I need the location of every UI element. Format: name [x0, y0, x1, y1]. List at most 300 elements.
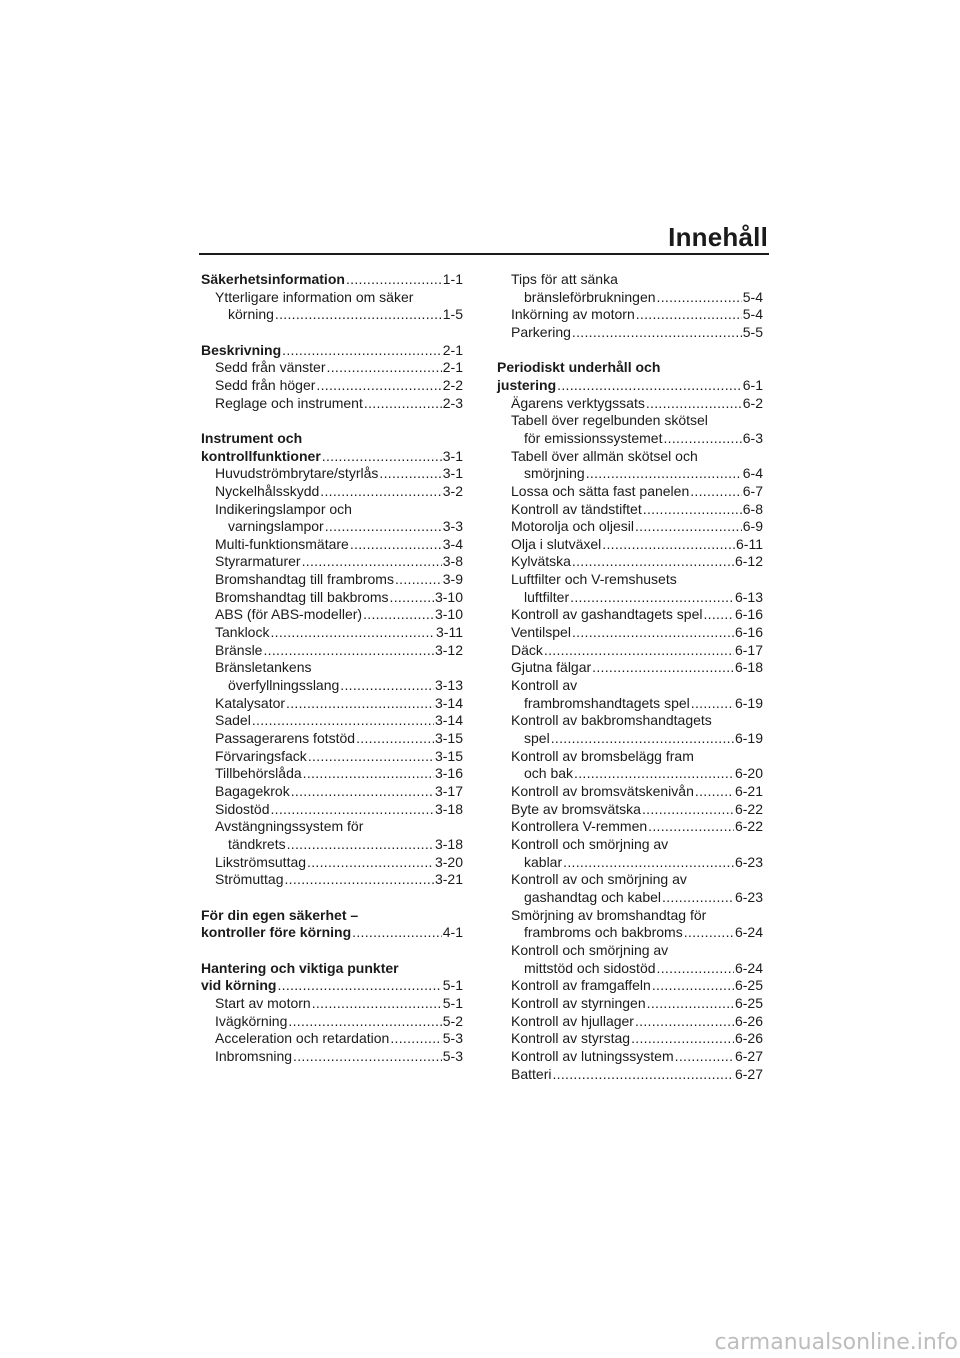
toc-dot-leader — [350, 536, 442, 554]
toc-entry[interactable] — [201, 924, 463, 942]
toc-entry-title: Olja i slutväxel — [511, 535, 602, 552]
toc-page-number: 6-2 — [742, 394, 763, 411]
toc-page-number: 6-21 — [734, 783, 763, 800]
toc-entry[interactable] — [497, 536, 763, 554]
toc-dot-leader — [657, 289, 742, 307]
toc-page-number: 3-14 — [434, 694, 463, 711]
toc-page-number: 6-18 — [734, 659, 763, 676]
toc-entry-title: för emissionssystemet — [524, 429, 663, 446]
toc-right-column — [497, 271, 763, 1083]
toc-entry[interactable] — [201, 977, 463, 995]
toc-dot-leader — [570, 589, 734, 607]
toc-entry-title: bränsleförbrukningen — [524, 288, 656, 305]
toc-entry[interactable] — [201, 1048, 463, 1066]
toc-entry-line — [201, 289, 463, 307]
toc-entry[interactable] — [201, 783, 463, 801]
toc-entry-line — [497, 571, 763, 589]
toc-entry-title: kontroller före körning — [201, 924, 352, 941]
toc-dot-leader — [552, 1066, 734, 1084]
toc-entry[interactable] — [201, 377, 463, 395]
toc-dot-leader — [308, 748, 434, 766]
toc-dot-leader — [586, 465, 742, 483]
toc-entry-title: Säkerhetsinformation — [201, 271, 345, 287]
toc-entry[interactable] — [201, 1013, 463, 1031]
toc-entry[interactable] — [497, 430, 763, 448]
toc-entry-title: Bränsletankens — [215, 659, 312, 676]
toc-entry[interactable] — [497, 765, 763, 783]
toc-entry-title: Huvudströmbrytare/styrlås — [215, 465, 379, 482]
toc-dot-leader — [690, 483, 742, 501]
toc-page-number: 6-3 — [742, 429, 763, 446]
toc-entry-title: Ägarens verktygssats — [511, 394, 645, 411]
toc-entry-title: gashandtag och kabel — [524, 888, 661, 905]
toc-dot-leader — [544, 642, 734, 660]
toc-entry-title: Ventilspel — [511, 624, 571, 641]
toc-entry-title: Kontroll och smörjning av — [511, 835, 669, 852]
toc-entry[interactable] — [497, 589, 763, 607]
toc-page-number: 3-15 — [434, 747, 463, 764]
toc-dot-leader — [684, 924, 734, 942]
toc-entry-title: Kontroll av bromsbelägg fram — [511, 747, 694, 764]
toc-dot-leader — [390, 589, 434, 607]
toc-dot-leader — [551, 730, 734, 748]
toc-page-number: 6-16 — [734, 606, 763, 623]
toc-entry-title: För din egen säkerhet – — [201, 906, 359, 923]
toc-entry-title: Gjutna fälgar — [511, 659, 592, 676]
toc-entry-title: Styrarmaturer — [215, 553, 301, 570]
toc-entry-title: Beskrivning — [201, 341, 282, 358]
toc-entry-title: Byte av bromsvätska — [511, 800, 641, 817]
toc-entry-title: tändkrets — [228, 835, 286, 852]
toc-entry-title: Instrument och — [201, 429, 303, 446]
toc-entry-title: Sadel — [215, 712, 251, 729]
toc-dot-leader — [646, 395, 742, 413]
toc-entry-title: Inbromsning — [215, 1047, 293, 1064]
toc-entry-title: vid körning — [201, 977, 277, 994]
toc-page-number: 5-5 — [742, 323, 763, 340]
toc-entry-title: Kontroll av — [511, 677, 578, 694]
toc-dot-leader — [379, 465, 441, 483]
toc-entry-title: Däck — [511, 641, 543, 658]
toc-dot-leader — [663, 430, 741, 448]
toc-entry[interactable] — [201, 995, 463, 1013]
toc-entry-title: Förvaringsfack — [215, 747, 307, 764]
toc-entry-title: överfyllningsslang — [228, 677, 340, 694]
toc-entry-title: Katalysator — [215, 694, 286, 711]
toc-page-number: 3-10 — [434, 606, 463, 623]
toc-entry[interactable] — [497, 1066, 763, 1084]
toc-entry-title: frambroms och bakbroms — [524, 924, 683, 941]
toc-dot-leader — [695, 783, 734, 801]
toc-entry-line — [201, 501, 463, 519]
toc-dot-leader — [277, 977, 441, 995]
toc-entry-title: Luftfilter och V-remshusets — [511, 571, 677, 588]
toc-dot-leader — [363, 606, 434, 624]
toc-entry[interactable] — [201, 589, 463, 607]
toc-entry-title: Lossa och sätta fast panelen — [511, 482, 690, 499]
toc-entry-title: Sedd från vänster — [215, 359, 326, 376]
toc-entry[interactable] — [497, 695, 763, 713]
toc-entry[interactable] — [201, 342, 463, 360]
toc-dot-leader — [675, 1048, 734, 1066]
toc-page-number: 4-1 — [442, 924, 463, 941]
toc-entry-title: Kontroll av hjullager — [511, 1012, 634, 1029]
toc-dot-leader — [286, 695, 434, 713]
toc-page-number: 3-15 — [434, 730, 463, 747]
toc-entry-title: Sedd från höger — [215, 376, 316, 393]
toc-entry-title: kontrollfunktioner — [201, 447, 321, 464]
toc-dot-leader — [572, 324, 742, 342]
toc-entry[interactable] — [201, 483, 463, 501]
toc-dot-leader — [356, 730, 434, 748]
toc-dot-leader — [648, 818, 734, 836]
toc-entry-title: ABS (för ABS-modeller) — [215, 606, 363, 623]
toc-entry-line — [201, 907, 463, 925]
toc-entry[interactable] — [201, 748, 463, 766]
toc-page-number: 3-2 — [442, 482, 463, 499]
title-rule — [199, 253, 769, 255]
toc-spacer — [201, 412, 463, 430]
toc-page-number: 6-24 — [734, 924, 763, 941]
toc-entry-line — [497, 271, 763, 289]
toc-entry-title: Kontroll av lutningssystem — [511, 1047, 674, 1064]
toc-entry[interactable] — [497, 642, 763, 660]
toc-page-number: 2-3 — [442, 394, 463, 411]
toc-entry-title: spel — [524, 730, 550, 747]
toc-entry-line — [497, 836, 763, 854]
toc-entry-title: Kontroll av och smörjning av — [511, 871, 687, 888]
toc-dot-leader — [352, 924, 442, 942]
toc-entry[interactable] — [201, 765, 463, 783]
toc-entry-title: Kontroll och smörjning av — [511, 941, 669, 958]
toc-dot-leader — [631, 1030, 734, 1048]
toc-entry[interactable] — [201, 359, 463, 377]
toc-page-number: 5-4 — [742, 288, 763, 305]
toc-entry[interactable] — [497, 289, 763, 307]
toc-page-number: 2-1 — [442, 359, 463, 376]
toc-spacer — [201, 942, 463, 960]
toc-page-number: 6-4 — [742, 465, 763, 482]
toc-entry[interactable] — [497, 483, 763, 501]
toc-entry[interactable] — [201, 624, 463, 642]
toc-page-number: 3-9 — [442, 571, 463, 588]
toc-page-number: 6-22 — [734, 818, 763, 835]
toc-entry[interactable] — [497, 306, 763, 324]
toc-entry[interactable] — [201, 801, 463, 819]
toc-dot-leader — [662, 889, 734, 907]
toc-entry[interactable] — [497, 624, 763, 642]
toc-dot-leader — [327, 359, 442, 377]
toc-entry[interactable] — [201, 854, 463, 872]
toc-dot-leader — [647, 995, 734, 1013]
toc-dot-leader — [652, 977, 734, 995]
toc-entry-title: Motorolja och oljesil — [511, 518, 634, 535]
toc-dot-leader — [275, 306, 442, 324]
toc-page-number: 6-19 — [734, 730, 763, 747]
toc-dot-leader — [270, 801, 433, 819]
toc-entry-title: varningslampor — [228, 518, 324, 535]
toc-entry-title: Ytterligare information om säker — [215, 288, 414, 305]
toc-entry[interactable] — [497, 783, 763, 801]
toc-entry[interactable] — [201, 871, 463, 889]
toc-entry-title: Batteri — [511, 1065, 552, 1082]
toc-entry[interactable] — [497, 889, 763, 907]
toc-page-number: 3-11 — [436, 624, 463, 641]
toc-dot-leader — [287, 836, 434, 854]
toc-dot-leader — [291, 783, 434, 801]
toc-entry-title: Indikeringslampor och — [215, 500, 352, 517]
toc-entry[interactable] — [201, 695, 463, 713]
toc-entry-line — [497, 748, 763, 766]
toc-entry-title: mittstöd och sidostöd — [524, 959, 656, 976]
page-title: Innehåll — [668, 222, 768, 252]
toc-entry[interactable] — [497, 801, 763, 819]
toc-entry-title: Periodiskt underhåll och — [497, 359, 661, 376]
toc-page-number: 6-8 — [742, 500, 763, 517]
toc-entry-title: kablar — [524, 853, 563, 870]
toc-dot-leader — [325, 518, 442, 536]
toc-entry-title: Passagerarens fotstöd — [215, 730, 356, 747]
toc-dot-leader — [635, 518, 742, 536]
toc-entry[interactable] — [201, 395, 463, 413]
toc-dot-leader — [340, 677, 434, 695]
toc-entry[interactable] — [497, 818, 763, 836]
toc-page-number: 6-20 — [734, 765, 763, 782]
toc-dot-leader — [270, 624, 435, 642]
toc-entry-title: Kontroll av bromsvätskenivån — [511, 783, 694, 800]
toc-entry-title: Inkörning av motorn — [511, 306, 635, 323]
toc-entry[interactable] — [497, 659, 763, 677]
toc-page-number: 2-1 — [442, 341, 463, 358]
toc-entry-line — [201, 818, 463, 836]
toc-page-number: 6-16 — [734, 624, 763, 641]
toc-dot-leader — [602, 536, 735, 554]
toc-entry[interactable] — [201, 553, 463, 571]
toc-dot-leader — [312, 995, 442, 1013]
toc-entry-title: Ivägkörning — [215, 1012, 288, 1029]
toc-entry-title: Reglage och instrument — [215, 394, 363, 411]
toc-page-number: 3-8 — [442, 553, 463, 570]
toc-entry[interactable] — [201, 1030, 463, 1048]
toc-dot-leader — [293, 1048, 442, 1066]
toc-page-number: 6-25 — [734, 977, 763, 994]
toc-entry-title: Smörjning av bromshandtag för — [511, 906, 707, 923]
toc-entry[interactable] — [201, 712, 463, 730]
toc-page-number: 5-3 — [442, 1047, 463, 1064]
toc-entry-title: Avstängningssystem för — [215, 818, 364, 835]
toc-dot-leader — [284, 871, 433, 889]
toc-entry[interactable] — [497, 465, 763, 483]
toc-entry-title: och bak — [524, 765, 574, 782]
toc-dot-leader — [574, 765, 734, 783]
toc-entry[interactable] — [497, 854, 763, 872]
toc-entry-title: Hantering och viktiga punkter — [201, 959, 399, 976]
toc-entry-title: Kontroll av styrstag — [511, 1030, 631, 1047]
toc-spacer — [201, 324, 463, 342]
toc-page-number: 6-26 — [734, 1030, 763, 1047]
toc-entry-title: Nyckelhålsskydd — [215, 482, 320, 499]
toc-entry-title: Tips för att sänka — [511, 271, 618, 287]
toc-dot-leader — [691, 695, 734, 713]
toc-entry[interactable] — [201, 642, 463, 660]
toc-dot-leader — [282, 342, 442, 360]
toc-entry[interactable] — [497, 960, 763, 978]
toc-page-number: 3-1 — [442, 465, 463, 482]
toc-dot-leader — [395, 571, 442, 589]
toc-left-column — [201, 271, 463, 1065]
toc-entry[interactable] — [201, 571, 463, 589]
toc-entry[interactable] — [497, 501, 763, 519]
toc-page-number: 1-1 — [442, 271, 463, 287]
toc-entry[interactable] — [201, 677, 463, 695]
toc-page-number: 6-7 — [742, 482, 763, 499]
toc-page-number: 3-12 — [434, 641, 463, 658]
toc-page-number: 6-17 — [734, 641, 763, 658]
toc-entry[interactable] — [497, 518, 763, 536]
toc-page-number: 3-18 — [434, 800, 463, 817]
toc-dot-leader — [572, 553, 734, 571]
toc-entry[interactable] — [497, 606, 763, 624]
toc-page-number: 6-27 — [734, 1047, 763, 1064]
toc-page-number: 5-1 — [442, 994, 463, 1011]
toc-entry-title: Strömuttag — [215, 871, 284, 888]
toc-dot-leader — [302, 553, 442, 571]
toc-entry[interactable] — [201, 271, 463, 289]
toc-entry[interactable] — [497, 553, 763, 571]
toc-page-number: 5-2 — [442, 1012, 463, 1029]
toc-entry[interactable] — [201, 836, 463, 854]
toc-entry[interactable] — [497, 924, 763, 942]
toc-page-number: 3-17 — [434, 783, 463, 799]
toc-page-number: 6-27 — [734, 1065, 763, 1082]
toc-page-number: 6-24 — [734, 959, 763, 976]
toc-page-number: 5-1 — [442, 977, 463, 994]
toc-entry[interactable] — [201, 518, 463, 536]
toc-entry[interactable] — [497, 977, 763, 995]
toc-dot-leader — [263, 642, 434, 660]
toc-entry-title: Kontroll av tändstiftet — [511, 500, 642, 517]
watermark: carmanualsonline.info — [714, 1330, 958, 1355]
toc-page-number: 6-11 — [736, 535, 763, 552]
toc-entry-line — [497, 871, 763, 889]
toc-entry-title: Tillbehörslåda — [215, 765, 302, 782]
toc-entry-title: Kontroll av framgaffeln — [511, 977, 651, 994]
toc-entry-title: Likströmsuttag — [215, 853, 307, 870]
toc-dot-leader — [346, 271, 442, 289]
toc-page-number: 6-1 — [742, 376, 763, 393]
toc-page-number: 3-13 — [434, 677, 463, 694]
toc-entry-line — [201, 960, 463, 978]
toc-page-number: 6-25 — [734, 994, 763, 1011]
toc-entry-title: Bromshandtag till frambroms — [215, 571, 394, 588]
toc-dot-leader — [563, 854, 734, 872]
toc-entry-title: Start av motorn — [215, 994, 311, 1011]
toc-dot-leader — [572, 624, 734, 642]
toc-entry-title: justering — [497, 376, 557, 393]
toc-entry-title: Tabell över allmän skötsel och — [511, 447, 698, 464]
toc-entry-title: Kylvätska — [511, 553, 571, 570]
toc-page-number: 3-4 — [442, 535, 463, 552]
toc-page-number: 2-2 — [442, 376, 463, 393]
toc-entry-title: Sidostöd — [215, 800, 270, 817]
toc-entry-title: Kontroll av styrningen — [511, 994, 646, 1011]
toc-entry[interactable] — [497, 1048, 763, 1066]
toc-entry-title: luftfilter — [524, 588, 570, 605]
toc-dot-leader — [657, 960, 734, 978]
toc-page-number: 6-12 — [734, 553, 763, 570]
toc-entry-title: körning — [228, 306, 274, 323]
toc-page-number: 6-23 — [734, 853, 763, 870]
toc-entry-line — [201, 430, 463, 448]
toc-dot-leader — [643, 501, 742, 519]
toc-page-number: 6-13 — [734, 588, 763, 605]
toc-dot-leader — [288, 1013, 441, 1031]
toc-entry-title: Kontroll av bakbromshandtagets — [511, 712, 712, 729]
toc-dot-leader — [636, 306, 742, 324]
toc-page-number: 3-14 — [434, 712, 463, 729]
toc-spacer — [201, 889, 463, 907]
toc-entry[interactable] — [497, 377, 763, 395]
toc-entry[interactable] — [497, 1030, 763, 1048]
toc-entry-line — [497, 712, 763, 730]
toc-page-number: 6-9 — [742, 518, 763, 535]
toc-page-number: 3-10 — [434, 588, 463, 605]
toc-page-number: 6-22 — [734, 800, 763, 817]
toc-entry-title: Tabell över regelbunden skötsel — [511, 412, 708, 429]
toc-entry[interactable] — [497, 1013, 763, 1031]
toc-page-number: 6-23 — [734, 888, 763, 905]
toc-spacer — [497, 342, 763, 360]
toc-dot-leader — [307, 854, 434, 872]
toc-entry[interactable] — [497, 395, 763, 413]
toc-entry-title: Bromshandtag till bakbroms — [215, 588, 389, 605]
toc-entry[interactable] — [497, 324, 763, 342]
toc-entry[interactable] — [201, 448, 463, 466]
toc-page-number: 3-1 — [442, 447, 463, 464]
toc-entry-title: Bagagekrok — [215, 783, 290, 799]
toc-entry-title: Acceleration och retardation — [215, 1030, 390, 1047]
toc-entry-line — [497, 677, 763, 695]
toc-entry[interactable] — [201, 536, 463, 554]
toc-entry-line — [497, 907, 763, 925]
toc-page-number: 3-21 — [434, 871, 463, 888]
toc-dot-leader — [642, 801, 734, 819]
toc-dot-leader — [703, 606, 734, 624]
toc-entry-title: frambromshandtagets spel — [524, 694, 690, 711]
toc-entry[interactable] — [497, 730, 763, 748]
toc-page-number: 3-20 — [434, 853, 463, 870]
toc-entry[interactable] — [201, 465, 463, 483]
toc-dot-leader — [252, 712, 434, 730]
toc-dot-leader — [316, 377, 441, 395]
toc-entry[interactable] — [497, 995, 763, 1013]
toc-dot-leader — [390, 1030, 441, 1048]
toc-dot-leader — [320, 483, 442, 501]
toc-dot-leader — [364, 395, 442, 413]
toc-dot-leader — [303, 765, 434, 783]
toc-entry-title: Kontrollera V-remmen — [511, 818, 648, 835]
toc-entry-line — [497, 412, 763, 430]
toc-dot-leader — [557, 377, 742, 395]
toc-entry[interactable] — [201, 730, 463, 748]
toc-entry[interactable] — [201, 606, 463, 624]
toc-entry-title: Multi-funktionsmätare — [215, 535, 349, 552]
toc-entry[interactable] — [201, 306, 463, 324]
toc-dot-leader — [592, 659, 734, 677]
toc-page-number: 1-5 — [442, 306, 463, 323]
toc-entry-line — [497, 448, 763, 466]
toc-dot-leader — [635, 1013, 734, 1031]
